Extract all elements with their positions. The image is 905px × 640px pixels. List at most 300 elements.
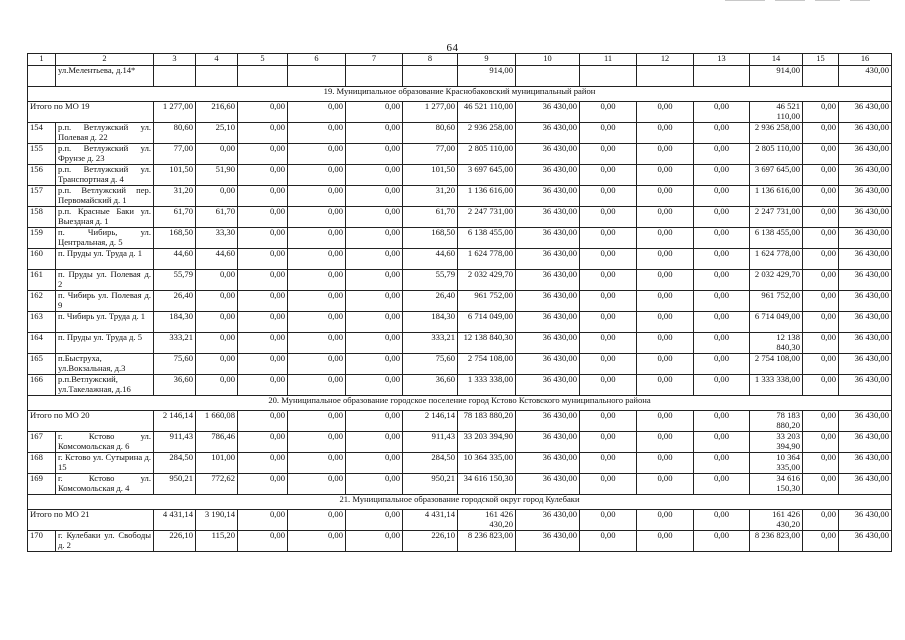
value-cell: 0,00 [238, 291, 288, 312]
value-cell: 36 430,00 [839, 270, 892, 291]
value-cell: 0,00 [238, 207, 288, 228]
value-cell: 0,00 [196, 144, 238, 165]
value-cell: 77,00 [403, 144, 458, 165]
value-cell: 0,00 [580, 123, 637, 144]
value-cell: 101,00 [196, 453, 238, 474]
value-cell: 36 430,00 [839, 354, 892, 375]
value-cell: 55,79 [154, 270, 196, 291]
address-cell: г. Кстово ул. Комсомольская д. 6 [56, 432, 154, 453]
value-cell: 0,00 [346, 291, 403, 312]
table-row [28, 249, 892, 270]
value-cell: 0,00 [346, 411, 403, 432]
value-cell: 1 277,00 [154, 102, 196, 123]
value-cell: 0,00 [637, 270, 694, 291]
value-cell: 36 430,00 [516, 291, 580, 312]
value-cell: 786,46 [196, 432, 238, 453]
value-cell: 0,00 [637, 165, 694, 186]
value-cell [288, 66, 346, 87]
value-cell: 284,50 [154, 453, 196, 474]
value-cell: 2 247 731,00 [750, 207, 803, 228]
row-number: 162 [28, 291, 56, 312]
row-number: 164 [28, 333, 56, 354]
value-cell: 0,00 [803, 144, 839, 165]
value-cell: 0,00 [288, 411, 346, 432]
value-cell: 168,50 [403, 228, 458, 249]
value-cell: 0,00 [238, 186, 288, 207]
col-header: 6 [288, 54, 346, 66]
row-number: 159 [28, 228, 56, 249]
value-cell: 772,62 [196, 474, 238, 495]
value-cell: 0,00 [580, 531, 637, 552]
value-cell: 10 364 335,00 [750, 453, 803, 474]
value-cell: 914,00 [458, 66, 516, 87]
value-cell: 0,00 [346, 249, 403, 270]
value-cell: 61,70 [403, 207, 458, 228]
row-number: 167 [28, 432, 56, 453]
value-cell: 0,00 [803, 123, 839, 144]
col-header: 14 [750, 54, 803, 66]
value-cell: 36 430,00 [839, 207, 892, 228]
value-cell: 36 430,00 [516, 249, 580, 270]
value-cell: 0,00 [803, 453, 839, 474]
value-cell: 0,00 [238, 453, 288, 474]
value-cell: 101,50 [403, 165, 458, 186]
value-cell: 0,00 [803, 207, 839, 228]
value-cell: 36 430,00 [839, 102, 892, 123]
value-cell: 2 805 110,00 [750, 144, 803, 165]
value-cell: 0,00 [288, 123, 346, 144]
address-cell: г. Кстово ул. Комсомольская д. 4 [56, 474, 154, 495]
value-cell: 36 430,00 [516, 228, 580, 249]
value-cell: 0,00 [238, 510, 288, 531]
value-cell: 0,00 [196, 312, 238, 333]
value-cell: 1 136 616,00 [750, 186, 803, 207]
value-cell: 0,00 [637, 453, 694, 474]
value-cell: 0,00 [288, 312, 346, 333]
address-cell: п. Пруды ул. Труда д. 1 [56, 249, 154, 270]
value-cell: 33 203 394,90 [750, 432, 803, 453]
value-cell: 0,00 [803, 312, 839, 333]
section-header-row [28, 87, 892, 102]
value-cell: 0,00 [694, 165, 750, 186]
value-cell: 1 136 616,00 [458, 186, 516, 207]
table-row [28, 228, 892, 249]
table-row [28, 270, 892, 291]
address-cell: п. Пруды ул. Труда д. 5 [56, 333, 154, 354]
address-cell: г. Кстово ул. Сутырина д. 15 [56, 453, 154, 474]
value-cell: 168,50 [154, 228, 196, 249]
value-cell: 0,00 [580, 432, 637, 453]
value-cell: 0,00 [288, 531, 346, 552]
row-number: 161 [28, 270, 56, 291]
table-row [28, 354, 892, 375]
value-cell: 0,00 [238, 270, 288, 291]
value-cell: 80,60 [403, 123, 458, 144]
value-cell: 0,00 [238, 474, 288, 495]
value-cell: 0,00 [694, 474, 750, 495]
table-row [28, 144, 892, 165]
scan-edge-marks [725, 0, 905, 5]
value-cell: 0,00 [637, 333, 694, 354]
value-cell [346, 66, 403, 87]
value-cell: 0,00 [637, 102, 694, 123]
value-cell: 0,00 [637, 186, 694, 207]
value-cell: 0,00 [580, 291, 637, 312]
value-cell: 0,00 [694, 228, 750, 249]
value-cell: 36 430,00 [516, 270, 580, 291]
value-cell: 44,60 [154, 249, 196, 270]
value-cell: 1 277,00 [403, 102, 458, 123]
value-cell [196, 66, 238, 87]
value-cell: 0,00 [346, 186, 403, 207]
value-cell: 36 430,00 [839, 531, 892, 552]
value-cell: 0,00 [346, 270, 403, 291]
value-cell: 36 430,00 [516, 123, 580, 144]
value-cell: 36 430,00 [516, 144, 580, 165]
value-cell: 0,00 [346, 333, 403, 354]
value-cell: 3 190,14 [196, 510, 238, 531]
value-cell: 0,00 [580, 228, 637, 249]
value-cell: 0,00 [238, 531, 288, 552]
table-row [28, 312, 892, 333]
col-header: 9 [458, 54, 516, 66]
value-cell: 0,00 [803, 102, 839, 123]
value-cell: 36 430,00 [516, 510, 580, 531]
value-cell: 0,00 [694, 375, 750, 396]
value-cell: 0,00 [803, 165, 839, 186]
value-cell: 36 430,00 [839, 333, 892, 354]
value-cell: 961 752,00 [458, 291, 516, 312]
value-cell: 0,00 [694, 354, 750, 375]
table-row [28, 291, 892, 312]
value-cell: 0,00 [346, 474, 403, 495]
value-cell: 0,00 [694, 123, 750, 144]
value-cell: 36 430,00 [516, 411, 580, 432]
value-cell: 333,21 [154, 333, 196, 354]
value-cell: 0,00 [580, 102, 637, 123]
value-cell [637, 66, 694, 87]
value-cell: 0,00 [694, 144, 750, 165]
value-cell: 3 697 645,00 [458, 165, 516, 186]
value-cell: 6 714 049,00 [458, 312, 516, 333]
value-cell: 2 754 108,00 [458, 354, 516, 375]
value-cell: 36 430,00 [516, 354, 580, 375]
value-cell: 36 430,00 [516, 333, 580, 354]
value-cell: 0,00 [346, 144, 403, 165]
col-header: 16 [839, 54, 892, 66]
value-cell: 0,00 [346, 312, 403, 333]
value-cell: 2 247 731,00 [458, 207, 516, 228]
value-cell: 36 430,00 [839, 291, 892, 312]
address-cell: р.п. Красные Баки ул. Выездная д. 1 [56, 207, 154, 228]
value-cell: 101,50 [154, 165, 196, 186]
value-cell: 36 430,00 [516, 432, 580, 453]
value-cell: 36 430,00 [839, 453, 892, 474]
table-row [28, 333, 892, 354]
value-cell: 0,00 [694, 270, 750, 291]
total-label: Итого по МО 21 [28, 510, 154, 531]
value-cell: 80,60 [154, 123, 196, 144]
value-cell: 0,00 [803, 270, 839, 291]
value-cell: 0,00 [694, 333, 750, 354]
value-cell: 0,00 [346, 123, 403, 144]
value-cell: 0,00 [637, 291, 694, 312]
col-header: 12 [637, 54, 694, 66]
value-cell: 0,00 [238, 312, 288, 333]
value-cell: 3 697 645,00 [750, 165, 803, 186]
value-cell: 0,00 [238, 165, 288, 186]
value-cell: 36 430,00 [516, 165, 580, 186]
value-cell: 77,00 [154, 144, 196, 165]
value-cell: 911,43 [154, 432, 196, 453]
value-cell: 184,30 [403, 312, 458, 333]
value-cell: 430,00 [839, 66, 892, 87]
value-cell: 10 364 335,00 [458, 453, 516, 474]
value-cell: 0,00 [694, 291, 750, 312]
value-cell: 4 431,14 [154, 510, 196, 531]
address-cell: п. Пруды ул. Полевая д. 2 [56, 270, 154, 291]
value-cell: 36,60 [403, 375, 458, 396]
value-cell: 0,00 [637, 510, 694, 531]
value-cell: 33,30 [196, 228, 238, 249]
value-cell: 0,00 [288, 474, 346, 495]
value-cell: 0,00 [580, 144, 637, 165]
total-label: Итого по МО 20 [28, 411, 154, 432]
value-cell: 0,00 [803, 333, 839, 354]
value-cell: 0,00 [694, 453, 750, 474]
value-cell: 0,00 [346, 228, 403, 249]
value-cell: 75,60 [154, 354, 196, 375]
value-cell: 0,00 [580, 411, 637, 432]
value-cell: 284,50 [403, 453, 458, 474]
value-cell: 184,30 [154, 312, 196, 333]
value-cell: 0,00 [238, 228, 288, 249]
value-cell: 161 426 430,20 [458, 510, 516, 531]
table-row [28, 66, 892, 87]
table-row [28, 165, 892, 186]
value-cell: 0,00 [803, 228, 839, 249]
value-cell [403, 66, 458, 87]
value-cell: 46 521 110,00 [458, 102, 516, 123]
value-cell: 46 521 110,00 [750, 102, 803, 123]
value-cell: 36 430,00 [839, 165, 892, 186]
value-cell: 0,00 [637, 531, 694, 552]
value-cell: 36 430,00 [839, 510, 892, 531]
value-cell: 36 430,00 [516, 531, 580, 552]
value-cell: 2 146,14 [403, 411, 458, 432]
section-title: 21. Муниципальное образование городской округ город Кулебаки [28, 495, 892, 510]
value-cell: 0,00 [694, 312, 750, 333]
value-cell: 911,43 [403, 432, 458, 453]
value-cell: 0,00 [346, 453, 403, 474]
col-header: 8 [403, 54, 458, 66]
value-cell [154, 66, 196, 87]
value-cell: 36 430,00 [839, 375, 892, 396]
row-number: 166 [28, 375, 56, 396]
value-cell: 44,60 [196, 249, 238, 270]
row-number [28, 66, 56, 87]
value-cell: 2 146,14 [154, 411, 196, 432]
value-cell: 0,00 [196, 270, 238, 291]
value-cell: 1 624 778,00 [458, 249, 516, 270]
address-cell: р.п.Ветлужский, ул.Такелажная, д.16 [56, 375, 154, 396]
value-cell: 12 138 840,30 [750, 333, 803, 354]
value-cell: 0,00 [580, 312, 637, 333]
row-number: 163 [28, 312, 56, 333]
col-header: 1 [28, 54, 56, 66]
value-cell: 0,00 [637, 411, 694, 432]
address-cell: р.п. Ветлужский ул. Транспортная д. 4 [56, 165, 154, 186]
value-cell: 0,00 [580, 165, 637, 186]
value-cell: 0,00 [288, 375, 346, 396]
value-cell: 0,00 [288, 249, 346, 270]
value-cell: 0,00 [637, 228, 694, 249]
value-cell: 950,21 [154, 474, 196, 495]
value-cell: 36,60 [154, 375, 196, 396]
value-cell: 0,00 [238, 249, 288, 270]
value-cell: 0,00 [637, 312, 694, 333]
value-cell: 0,00 [238, 411, 288, 432]
table-row [28, 474, 892, 495]
value-cell: 36 430,00 [839, 411, 892, 432]
value-cell: 2 754 108,00 [750, 354, 803, 375]
value-cell: 0,00 [288, 228, 346, 249]
value-cell: 0,00 [694, 432, 750, 453]
value-cell: 6 138 455,00 [750, 228, 803, 249]
table-row [28, 432, 892, 453]
table-row [28, 186, 892, 207]
value-cell: 12 138 840,30 [458, 333, 516, 354]
column-number-row [28, 54, 892, 66]
address-cell: п.Быструха, ул.Вокзальная, д.3 [56, 354, 154, 375]
value-cell: 0,00 [196, 354, 238, 375]
value-cell: 2 805 110,00 [458, 144, 516, 165]
value-cell: 0,00 [346, 510, 403, 531]
value-cell: 78 183 880,20 [458, 411, 516, 432]
value-cell: 0,00 [238, 333, 288, 354]
value-cell: 0,00 [196, 291, 238, 312]
value-cell: 0,00 [580, 474, 637, 495]
row-number: 158 [28, 207, 56, 228]
value-cell: 0,00 [288, 270, 346, 291]
value-cell: 226,10 [154, 531, 196, 552]
value-cell: 0,00 [238, 375, 288, 396]
value-cell: 0,00 [637, 207, 694, 228]
value-cell: 226,10 [403, 531, 458, 552]
value-cell: 6 714 049,00 [750, 312, 803, 333]
value-cell: 0,00 [803, 354, 839, 375]
value-cell: 2 936 258,00 [750, 123, 803, 144]
value-cell: 36 430,00 [516, 474, 580, 495]
value-cell: 0,00 [694, 102, 750, 123]
value-cell: 55,79 [403, 270, 458, 291]
value-cell: 0,00 [580, 375, 637, 396]
col-header: 3 [154, 54, 196, 66]
value-cell: 115,20 [196, 531, 238, 552]
col-header: 5 [238, 54, 288, 66]
value-cell: 0,00 [580, 249, 637, 270]
value-cell: 31,20 [154, 186, 196, 207]
value-cell: 0,00 [346, 354, 403, 375]
value-cell: 216,60 [196, 102, 238, 123]
value-cell: 0,00 [288, 291, 346, 312]
row-number: 156 [28, 165, 56, 186]
value-cell: 36 430,00 [516, 207, 580, 228]
value-cell: 25,10 [196, 123, 238, 144]
value-cell: 36 430,00 [839, 186, 892, 207]
value-cell: 0,00 [694, 249, 750, 270]
value-cell: 914,00 [750, 66, 803, 87]
value-cell: 0,00 [346, 432, 403, 453]
value-cell: 0,00 [288, 453, 346, 474]
value-cell: 26,40 [403, 291, 458, 312]
table-body [28, 54, 892, 552]
value-cell: 0,00 [288, 207, 346, 228]
address-cell: р.п. Ветлужский ул. Фрунзе д. 23 [56, 144, 154, 165]
value-cell: 0,00 [637, 354, 694, 375]
value-cell: 0,00 [288, 510, 346, 531]
row-number: 170 [28, 531, 56, 552]
address-cell: г. Кулебаки ул. Свободы д. 2 [56, 531, 154, 552]
value-cell: 0,00 [346, 165, 403, 186]
value-cell: 36 430,00 [839, 474, 892, 495]
total-label: Итого по МО 19 [28, 102, 154, 123]
value-cell: 51,90 [196, 165, 238, 186]
row-number: 154 [28, 123, 56, 144]
value-cell: 75,60 [403, 354, 458, 375]
table-row [28, 375, 892, 396]
value-cell: 0,00 [196, 333, 238, 354]
value-cell: 0,00 [288, 333, 346, 354]
value-cell: 0,00 [580, 333, 637, 354]
value-cell: 36 430,00 [839, 123, 892, 144]
value-cell: 36 430,00 [839, 144, 892, 165]
value-cell: 0,00 [637, 249, 694, 270]
value-cell: 0,00 [694, 411, 750, 432]
row-number: 168 [28, 453, 56, 474]
value-cell: 61,70 [154, 207, 196, 228]
address-cell: р.п. Ветлужский ул. Полевая д. 22 [56, 123, 154, 144]
total-row [28, 510, 892, 531]
value-cell: 0,00 [803, 432, 839, 453]
value-cell: 0,00 [238, 432, 288, 453]
col-header: 15 [803, 54, 839, 66]
value-cell: 0,00 [803, 375, 839, 396]
section-title: 19. Муниципальное образование Краснобаковский муниципальный район [28, 87, 892, 102]
address-cell: п. Чибирь ул. Труда д. 1 [56, 312, 154, 333]
value-cell: 36 430,00 [839, 249, 892, 270]
value-cell [580, 66, 637, 87]
value-cell [238, 66, 288, 87]
value-cell: 0,00 [288, 102, 346, 123]
value-cell: 8 236 823,00 [458, 531, 516, 552]
value-cell: 161 426 430,20 [750, 510, 803, 531]
value-cell: 6 138 455,00 [458, 228, 516, 249]
value-cell: 26,40 [154, 291, 196, 312]
row-number: 160 [28, 249, 56, 270]
value-cell: 0,00 [238, 123, 288, 144]
value-cell: 0,00 [803, 510, 839, 531]
page-number: 64 [446, 42, 459, 54]
table-row [28, 453, 892, 474]
row-number: 155 [28, 144, 56, 165]
value-cell: 0,00 [238, 102, 288, 123]
value-cell: 44,60 [403, 249, 458, 270]
address-cell: п. Чибирь, ул. Центральная, д. 5 [56, 228, 154, 249]
row-number: 169 [28, 474, 56, 495]
col-header: 4 [196, 54, 238, 66]
value-cell: 0,00 [346, 375, 403, 396]
